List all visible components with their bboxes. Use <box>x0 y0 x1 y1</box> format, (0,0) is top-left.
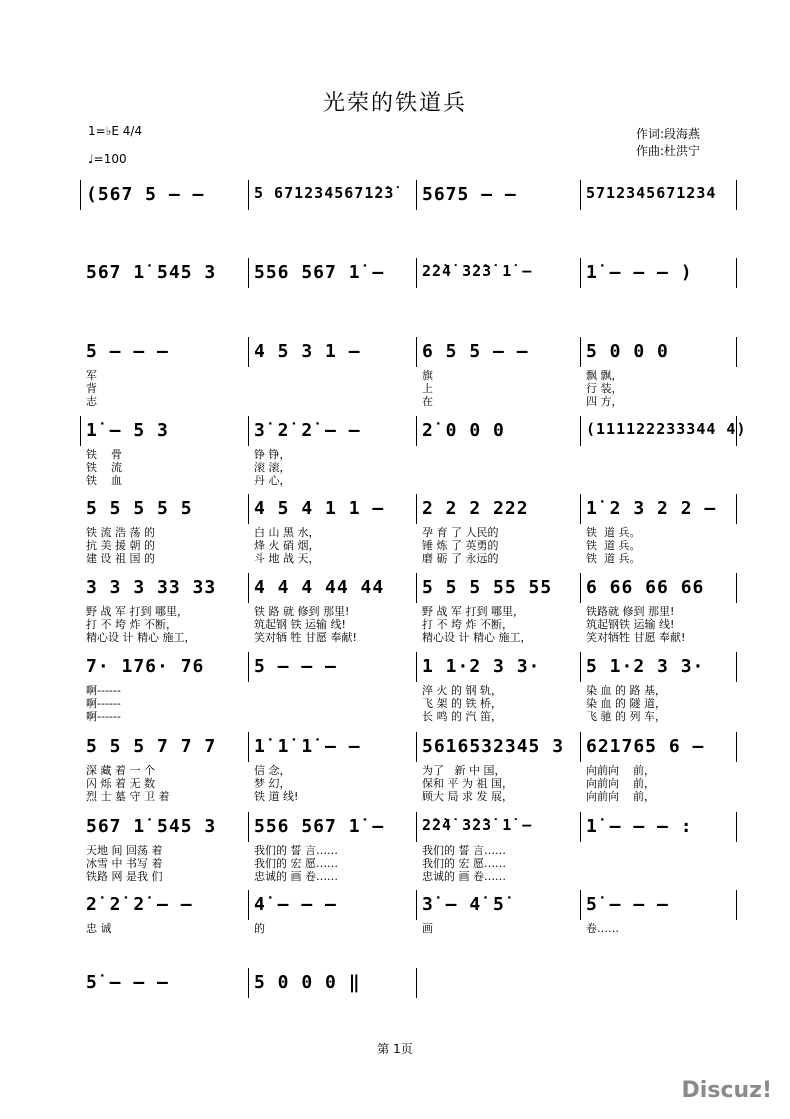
lyric: 笑对牺牲 甘愿 奉献! <box>586 631 686 644</box>
measure: 556 567 1̇ – <box>254 816 385 837</box>
lyric: 天地 间 回荡 着 <box>86 844 163 857</box>
lyric: 铁 路 就 修到 那里! <box>254 605 350 618</box>
bar-line <box>248 732 249 762</box>
bar-line <box>80 180 81 210</box>
measure: 5 1·2 3 3· <box>586 656 705 677</box>
bar-line <box>416 494 417 524</box>
bar-line <box>80 416 81 446</box>
lyric: 信 念， <box>254 764 291 777</box>
bar-line <box>736 337 737 367</box>
lyric: 烽 火 硝 烟， <box>254 539 320 552</box>
watermark-logo: Discuz! <box>681 1078 772 1103</box>
lyric: 画 <box>422 922 433 935</box>
lyric: 我们的 宏 愿…… <box>422 857 506 870</box>
bar-line <box>416 732 417 762</box>
lyric: 军 <box>86 369 97 382</box>
measure: 1̇ – – – : <box>586 816 693 837</box>
measure: 5675 – – <box>422 184 517 205</box>
lyric: 铮 铮， <box>254 448 291 461</box>
measure: 5 – – – <box>254 656 337 677</box>
measure: 5 5 5 5 5 <box>86 498 193 519</box>
bar-line <box>736 732 737 762</box>
bar-line <box>580 812 581 842</box>
lyric: 忠 诚 <box>86 922 112 935</box>
bar-line <box>736 258 737 288</box>
lyric: 染 血 的 路 基， <box>586 684 666 697</box>
measure: 3 3 3 33 33 <box>86 577 217 598</box>
lyric: 淬 火 的 钢 轨， <box>422 684 502 697</box>
bar-line <box>248 968 249 998</box>
lyric: 旗 <box>422 369 433 382</box>
lyric: 梦 幻， <box>254 777 291 790</box>
lyric: 我们的 誓 言…… <box>422 844 506 857</box>
lyric: 打 不 垮 炸 不断， <box>422 618 513 631</box>
lyric: 孕 育 了 人民的 <box>422 526 499 539</box>
lyric: 卷…… <box>586 922 619 935</box>
tempo-marking: ♩=100 <box>88 152 127 166</box>
lyric: 志 <box>86 395 97 408</box>
lyric: 铁 骨 <box>86 448 122 461</box>
lyric: 精心设 计 精心 施工， <box>422 631 532 644</box>
lyric: 啊------ <box>86 684 121 697</box>
measure: 4 5 3 1 – <box>254 341 361 362</box>
lyric: 白 山 黑 水， <box>254 526 320 539</box>
lyric: 建 设 祖 国 的 <box>86 552 155 565</box>
measure: 4̇ – – – <box>254 894 337 915</box>
measure: 5 – – – <box>86 341 169 362</box>
lyric: 铁路 网 是我 们 <box>86 870 163 883</box>
bar-line <box>580 337 581 367</box>
bar-line <box>248 494 249 524</box>
lyric: 我们的 誓 言…… <box>254 844 338 857</box>
lyric: 飘 飘， <box>586 369 623 382</box>
lyric: 筑起钢 铁 运输 线! <box>254 618 346 631</box>
measure: 2̇2̇4̇ 3̇2̇3̇ 1̇ – <box>422 816 533 834</box>
lyric: 忠诚的 画 卷…… <box>422 870 506 883</box>
lyric: 野 战 军 打到 哪里， <box>86 605 188 618</box>
measure: (567 5 – – <box>86 184 205 205</box>
bar-line <box>736 494 737 524</box>
page-number: 第 1页 <box>377 1042 413 1056</box>
lyric: 斗 地 战 天， <box>254 552 320 565</box>
key-signature: 1=♭E 4/4 <box>88 124 143 138</box>
bar-line <box>248 812 249 842</box>
lyric: 磨 砺 了 永远的 <box>422 552 499 565</box>
measure: 5616532345 3 <box>422 736 565 757</box>
lyric: 的 <box>254 922 265 935</box>
bar-line <box>416 968 417 998</box>
bar-line <box>580 258 581 288</box>
lyric: 顾大 局 求 发 展， <box>422 790 513 803</box>
measure: 5̇ – – – <box>586 894 669 915</box>
measure: 4 4 4 44 44 <box>254 577 385 598</box>
bar-line <box>416 573 417 603</box>
bar-line <box>736 890 737 920</box>
measure: 5 5 5 7 7 7 <box>86 736 217 757</box>
bar-line <box>416 416 417 446</box>
lyric: 野 战 军 打到 哪里， <box>422 605 524 618</box>
bar-line <box>248 890 249 920</box>
bar-line <box>580 652 581 682</box>
measure: 621765 6 – <box>586 736 705 757</box>
measure: 4 5 4 1 1 – <box>254 498 385 519</box>
measure: 2̇2̇4̇ 3̇2̇3̇ 1̇ – <box>422 262 533 280</box>
lyricist: 作词:段海燕 <box>636 127 701 141</box>
lyric: 抗 美 援 朝 的 <box>86 539 155 552</box>
lyric: 飞 架 的 铁 桥， <box>422 697 502 710</box>
measure: 5 6712345671̇2̇3̇ <box>254 184 395 202</box>
bar-line <box>416 652 417 682</box>
lyric: 四 方， <box>586 395 623 408</box>
measure: 2̇ 2̇ 2̇ – – <box>86 894 193 915</box>
bar-line <box>248 180 249 210</box>
measure: (111122233344 4) <box>586 420 747 438</box>
measure: 7· 176· 76 <box>86 656 205 677</box>
lyric: 背 <box>86 382 97 395</box>
lyric: 铁 道 线! <box>254 790 299 803</box>
lyric: 长 鸣 的 汽 笛， <box>422 710 502 723</box>
lyric: 向前向 前， <box>586 790 655 803</box>
composer: 作曲:杜洪宁 <box>636 144 701 158</box>
bar-line <box>580 573 581 603</box>
lyric: 铁 血 <box>86 474 122 487</box>
lyric: 为了 新 中 国， <box>422 764 506 777</box>
lyric: 我们的 宏 愿…… <box>254 857 338 870</box>
lyric: 丹 心， <box>254 474 291 487</box>
bar-line <box>736 180 737 210</box>
measure: 3̇ 2̇ 2̇ – – <box>254 420 361 441</box>
measure: 6 66 66 66 <box>586 577 705 598</box>
bar-line <box>736 573 737 603</box>
bar-line <box>580 180 581 210</box>
lyric: 向前向 前， <box>586 764 655 777</box>
bar-line <box>248 337 249 367</box>
bar-line <box>736 652 737 682</box>
lyric: 筑起钢铁 运输 线! <box>586 618 675 631</box>
lyric: 保和 平 为 祖 国， <box>422 777 513 790</box>
lyric: 行 装， <box>586 382 623 395</box>
lyric: 锤 炼 了 英勇的 <box>422 539 499 552</box>
bar-line <box>248 652 249 682</box>
bar-line <box>416 258 417 288</box>
lyric: 精心设 计 精心 施工， <box>86 631 196 644</box>
bar-line <box>580 890 581 920</box>
page-title: 光荣的铁道兵 <box>322 91 467 116</box>
bar-line <box>580 494 581 524</box>
lyric: 染 血 的 隧 道， <box>586 697 666 710</box>
bar-line <box>248 573 249 603</box>
bar-line <box>580 416 581 446</box>
lyric: 滚 滚， <box>254 461 291 474</box>
measure: 1̇ 1̇ 1̇ – – <box>254 736 361 757</box>
bar-line <box>416 890 417 920</box>
lyric: 铁 道 兵。 <box>586 526 641 539</box>
measure: 2̇ 0 0 0 <box>422 420 505 441</box>
bar-line <box>248 258 249 288</box>
lyric: 啊------ <box>86 697 121 710</box>
credits <box>636 126 700 160</box>
lyric: 向前向 前， <box>586 777 655 790</box>
lyric: 铁 道 兵。 <box>586 552 641 565</box>
measure: 5 0 0 0 ‖ <box>254 972 361 993</box>
bar-line <box>580 732 581 762</box>
measure: 1 1·2 3 3· <box>422 656 541 677</box>
measure: 5̇ – – – <box>86 972 169 993</box>
measure: 3̇ – 4̇ 5̇ <box>422 894 505 915</box>
measure: 2 2 2 222 <box>422 498 529 519</box>
lyric: 铁 流 <box>86 461 122 474</box>
measure: 5712345671234 <box>586 184 717 202</box>
lyric: 啊------ <box>86 710 121 723</box>
lyric: 飞 驰 的 列 车， <box>586 710 666 723</box>
lyric: 忠诚的 画 卷…… <box>254 870 338 883</box>
measure: 1̇ – – – ) <box>586 262 693 283</box>
lyric: 闪 烁 着 无 数 <box>86 777 155 790</box>
measure: 556 567 1̇ – <box>254 262 385 283</box>
lyric: 打 不 垮 炸 不断， <box>86 618 177 631</box>
lyric: 冰雪 中 书写 着 <box>86 857 163 870</box>
bar-line <box>416 180 417 210</box>
measure: 6 5 5 – – <box>422 341 529 362</box>
lyric: 烈 士 墓 守 卫 着 <box>86 790 170 803</box>
lyric: 铁 流 浩 荡 的 <box>86 526 155 539</box>
lyric: 在 <box>422 395 433 408</box>
measure: 1̇ – 5 3 <box>86 420 169 441</box>
measure: 1̇ 2 3 2 2 – <box>586 498 717 519</box>
lyric: 上 <box>422 382 433 395</box>
lyric: 笑对牺 牲 甘愿 奉献! <box>254 631 357 644</box>
bar-line <box>248 416 249 446</box>
lyric: 铁路就 修到 那里! <box>586 605 675 618</box>
measure: 567 1̇ 545 3 <box>86 816 217 837</box>
lyric: 深 藏 着 一 个 <box>86 764 155 777</box>
bar-line <box>416 812 417 842</box>
lyric: 铁 道 兵。 <box>586 539 641 552</box>
bar-line <box>416 337 417 367</box>
measure: 5 0 0 0 <box>586 341 669 362</box>
measure: 567 1̇ 545 3 <box>86 262 217 283</box>
measure: 5 5 5 55 55 <box>422 577 553 598</box>
bar-line <box>736 812 737 842</box>
